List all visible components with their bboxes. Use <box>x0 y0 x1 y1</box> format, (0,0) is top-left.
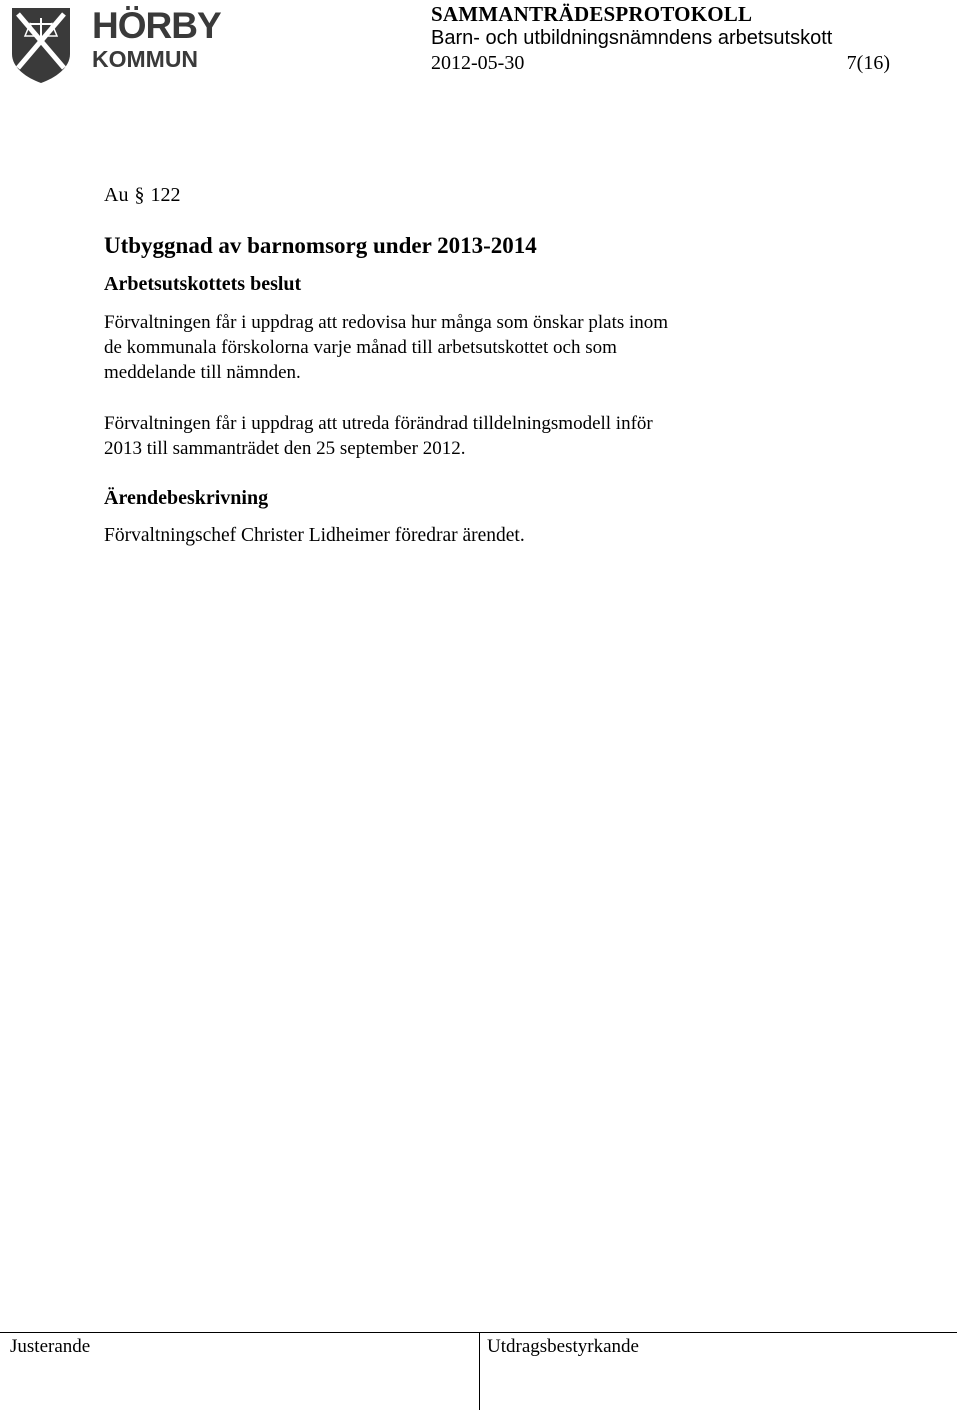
item-reference <box>104 184 180 207</box>
item-title: Utbyggnad av barnomsorg under 2013-2014 <box>104 233 537 258</box>
text-line: de kommunala förskolorna varje månad till arbetsutskottet och som <box>104 337 617 358</box>
horby-kommun-logo <box>10 5 221 84</box>
decision-heading: Arbetsutskottets beslut <box>104 273 302 295</box>
committee-name: Barn- och utbildningsnämndens arbetsutskott <box>431 27 833 49</box>
document-type: SAMMANTRÄDESPROTOKOLL <box>431 2 753 26</box>
description-text: Förvaltningschef Christer Lidheimer föredrar ärendet. <box>104 525 525 546</box>
municipal-crest-icon <box>10 6 72 84</box>
logo-name: HÖRBY <box>92 5 221 46</box>
footer-column-divider <box>479 1332 480 1410</box>
signature-field-utdragsbestyrkande: Utdragsbestyrkande <box>487 1336 639 1357</box>
section-sign: § <box>134 184 145 206</box>
text-line: meddelande till nämnden. <box>104 362 301 383</box>
item-number: 122 <box>150 184 181 206</box>
text-line: Förvaltningen får i uppdrag att utreda förändrad tilldelningsmodell inför <box>104 413 653 434</box>
logo-subtitle: KOMMUN <box>92 46 199 72</box>
signature-field-justerande: Justerande <box>10 1336 91 1357</box>
decision-paragraph-2 <box>104 411 804 461</box>
text-line: 2013 till sammanträdet den 25 september 2012. <box>104 438 466 459</box>
item-prefix: Au <box>104 184 129 206</box>
meeting-date: 2012-05-30 <box>431 52 525 74</box>
description-heading: Ärendebeskrivning <box>104 487 269 509</box>
page-number: 7(16) <box>846 52 890 74</box>
text-line: Förvaltningen får i uppdrag att redovisa hur många som önskar plats inom <box>104 312 669 333</box>
decision-paragraph-1 <box>104 310 804 385</box>
